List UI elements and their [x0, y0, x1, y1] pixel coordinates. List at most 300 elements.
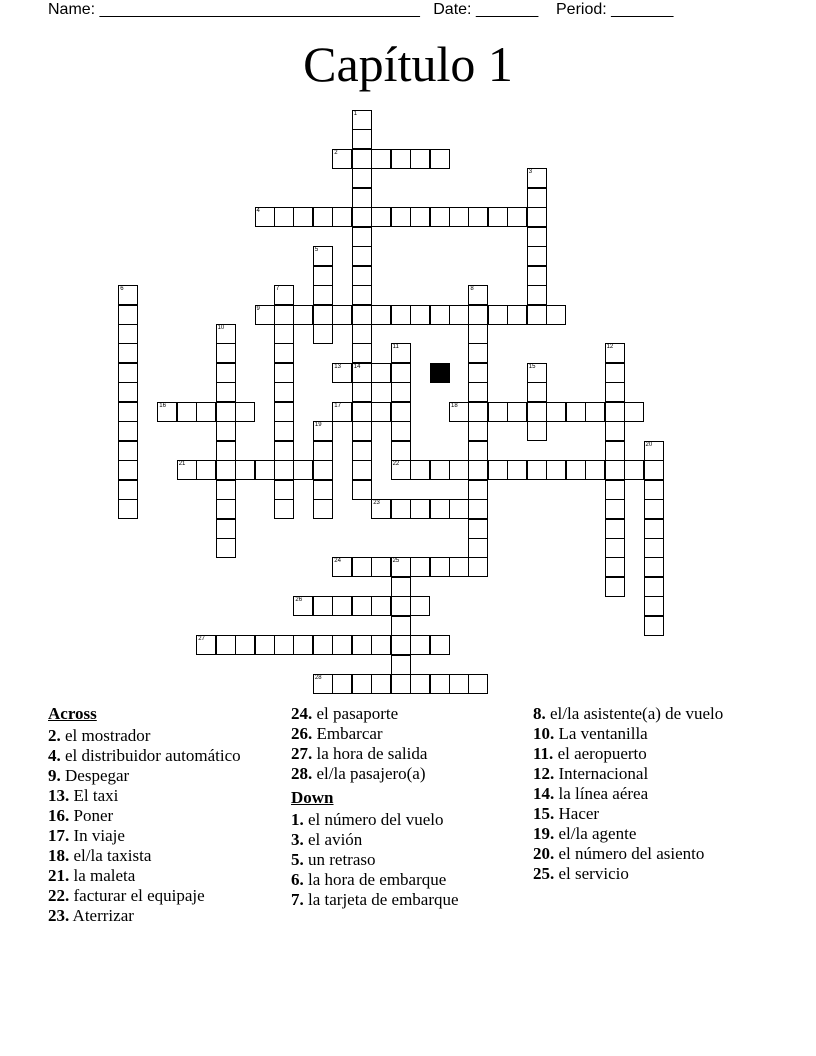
grid-cell[interactable]: [177, 460, 197, 480]
grid-cell[interactable]: [527, 227, 547, 247]
grid-cell[interactable]: [274, 499, 294, 519]
grid-cell[interactable]: [468, 557, 488, 577]
grid-cell[interactable]: [527, 363, 547, 383]
clue-text: Internacional: [554, 764, 649, 783]
cell-number: 12: [606, 344, 614, 351]
grid-cell[interactable]: [118, 382, 138, 402]
clue-number: 16.: [48, 806, 70, 825]
grid-cell[interactable]: [644, 519, 664, 539]
grid-cell[interactable]: [527, 460, 547, 480]
grid-cell[interactable]: [391, 363, 411, 383]
grid-cell[interactable]: [391, 421, 411, 441]
clue-item: [291, 850, 521, 870]
grid-cell[interactable]: [274, 324, 294, 344]
grid-cell[interactable]: [352, 480, 372, 500]
grid-cell[interactable]: [332, 363, 352, 383]
grid-cell[interactable]: [605, 480, 625, 500]
grid-cell[interactable]: [352, 363, 372, 383]
grid-cell[interactable]: [624, 402, 644, 422]
grid-cell[interactable]: [274, 305, 294, 325]
clue-item: [48, 766, 278, 786]
grid-cell[interactable]: [527, 402, 547, 422]
grid-cell[interactable]: [216, 480, 236, 500]
grid-cell[interactable]: [507, 402, 527, 422]
clue-number: 22.: [48, 886, 70, 905]
grid-cell[interactable]: [196, 635, 216, 655]
grid-cell[interactable]: [468, 674, 488, 694]
grid-cell[interactable]: [118, 480, 138, 500]
grid-cell[interactable]: [605, 557, 625, 577]
grid-cell[interactable]: [585, 460, 605, 480]
grid-cell[interactable]: [644, 596, 664, 616]
grid-cell[interactable]: [468, 324, 488, 344]
clue-item: [291, 810, 521, 830]
clue-item: [48, 786, 278, 806]
grid-cell[interactable]: [410, 305, 430, 325]
grid-cell[interactable]: [118, 324, 138, 344]
cell-number: 3: [528, 169, 533, 176]
grid-cell[interactable]: [352, 382, 372, 402]
grid-cell[interactable]: [293, 305, 313, 325]
grid-cell[interactable]: [313, 460, 333, 480]
cell-number: 23: [373, 500, 380, 506]
grid-cell[interactable]: [332, 596, 352, 616]
grid-cell[interactable]: [293, 207, 313, 227]
grid-cell[interactable]: [352, 421, 372, 441]
grid-cell[interactable]: [255, 635, 275, 655]
cell-number: 25: [392, 558, 400, 565]
grid-cell[interactable]: [216, 343, 236, 363]
grid-cell[interactable]: [546, 402, 566, 422]
cell-number: 26: [295, 597, 303, 604]
cell-number: 13: [334, 363, 341, 370]
clue-number: 12.: [533, 764, 555, 783]
grid-cell[interactable]: [410, 557, 430, 577]
grid-cell[interactable]: [352, 149, 372, 169]
grid-cell[interactable]: [313, 635, 333, 655]
clue-text: el avión: [303, 830, 363, 849]
grid-cell[interactable]: [527, 421, 547, 441]
grid-cell[interactable]: [605, 460, 625, 480]
grid-cell[interactable]: [605, 499, 625, 519]
clue-number: 27.: [291, 744, 313, 763]
grid-cell[interactable]: [566, 402, 586, 422]
clue-text: In viaje: [69, 826, 125, 845]
grid-cell[interactable]: [371, 674, 391, 694]
grid-cell[interactable]: [430, 460, 450, 480]
grid-cell[interactable]: [391, 499, 411, 519]
grid-cell[interactable]: [352, 285, 372, 305]
grid-cell[interactable]: [391, 441, 411, 461]
clue-text: Hacer: [554, 804, 600, 823]
grid-cell[interactable]: [391, 616, 411, 636]
grid-cell[interactable]: [391, 674, 411, 694]
grid-cell[interactable]: [449, 557, 469, 577]
grid-cell[interactable]: [313, 674, 333, 694]
grid-cell[interactable]: [313, 441, 333, 461]
grid-cell[interactable]: [507, 207, 527, 227]
grid-cell[interactable]: [566, 460, 586, 480]
clue-item: [291, 870, 521, 890]
grid-cell[interactable]: [118, 305, 138, 325]
grid-cell[interactable]: [527, 168, 547, 188]
grid-cell[interactable]: [332, 635, 352, 655]
grid-cell[interactable]: [352, 110, 372, 130]
grid-cell[interactable]: [216, 460, 236, 480]
grid-cell[interactable]: [293, 635, 313, 655]
grid-cell[interactable]: [449, 402, 469, 422]
grid-cell[interactable]: [196, 460, 216, 480]
cell-number: 19: [314, 422, 322, 429]
grid-cell[interactable]: [274, 363, 294, 383]
grid-cell[interactable]: [468, 441, 488, 461]
clue-item: [533, 764, 763, 784]
grid-cell[interactable]: [391, 343, 411, 363]
grid-cell[interactable]: [605, 382, 625, 402]
grid-cell[interactable]: [332, 149, 352, 169]
grid-cell[interactable]: [255, 460, 275, 480]
grid-cell[interactable]: [352, 635, 372, 655]
clue-item: [291, 764, 521, 784]
grid-cell[interactable]: [332, 557, 352, 577]
clue-item: [533, 804, 763, 824]
across-clue-list: [48, 726, 278, 926]
grid-cell[interactable]: [546, 305, 566, 325]
grid-cell[interactable]: [527, 305, 547, 325]
grid-cell[interactable]: [410, 596, 430, 616]
grid-cell[interactable]: [371, 635, 391, 655]
grid-cell[interactable]: [449, 674, 469, 694]
grid-cell[interactable]: [293, 460, 313, 480]
grid-cell[interactable]: [430, 149, 450, 169]
grid-cell[interactable]: [216, 441, 236, 461]
grid-cell[interactable]: [216, 519, 236, 539]
grid-cell[interactable]: [391, 557, 411, 577]
grid-cell[interactable]: [468, 519, 488, 539]
grid-cell[interactable]: [255, 305, 275, 325]
clue-number: 25.: [533, 864, 555, 883]
grid-cell[interactable]: [391, 460, 411, 480]
grid-cell[interactable]: [410, 207, 430, 227]
grid-cell[interactable]: [216, 402, 236, 422]
cell-number: 21: [178, 461, 186, 468]
grid-cell[interactable]: [391, 207, 411, 227]
clue-item: [48, 886, 278, 906]
cell-number: 4: [256, 208, 260, 215]
grid-cell[interactable]: [352, 129, 372, 149]
clue-item: [291, 704, 521, 724]
clue-number: 2.: [48, 726, 61, 745]
grid-cell[interactable]: [507, 460, 527, 480]
grid-cell[interactable]: [352, 305, 372, 325]
grid-cell[interactable]: [177, 402, 197, 422]
grid-cell[interactable]: [410, 149, 430, 169]
grid-cell[interactable]: [274, 441, 294, 461]
grid-cell[interactable]: [157, 402, 177, 422]
grid-cell[interactable]: [332, 674, 352, 694]
clue-text: el/la agente: [554, 824, 637, 843]
cell-number: 17: [334, 402, 341, 409]
grid-cell[interactable]: [118, 343, 138, 363]
grid-cell[interactable]: [488, 305, 508, 325]
grid-cell[interactable]: [605, 441, 625, 461]
grid-cell[interactable]: [468, 305, 488, 325]
grid-cell[interactable]: [274, 635, 294, 655]
grid-cell[interactable]: [605, 577, 625, 597]
clue-text: Embarcar: [312, 724, 383, 743]
grid-cell[interactable]: [274, 343, 294, 363]
cell-number: 10: [217, 324, 225, 331]
grid-cell[interactable]: [371, 499, 391, 519]
clue-text: la hora de salida: [312, 744, 428, 763]
clue-number: 17.: [48, 826, 70, 845]
grid-cell[interactable]: [216, 421, 236, 441]
clue-item: [291, 890, 521, 910]
grid-cell[interactable]: [352, 246, 372, 266]
grid-cell[interactable]: [605, 519, 625, 539]
grid-cell[interactable]: [274, 480, 294, 500]
grid-cell[interactable]: [274, 207, 294, 227]
grid-cell[interactable]: [410, 674, 430, 694]
grid-cell[interactable]: [352, 460, 372, 480]
grid-cell[interactable]: [352, 324, 372, 344]
grid-cell[interactable]: [391, 382, 411, 402]
cell-number: 14: [353, 363, 361, 370]
grid-cell[interactable]: [216, 538, 236, 558]
grid-cell[interactable]: [371, 557, 391, 577]
grid-cell[interactable]: [391, 596, 411, 616]
grid-cell[interactable]: [527, 285, 547, 305]
header-name-date-period: Name: ____________________________________ Date: _______ Period: _______: [48, 1, 674, 18]
grid-cell[interactable]: [605, 538, 625, 558]
grid-cell[interactable]: [313, 324, 333, 344]
grid-cell[interactable]: [468, 460, 488, 480]
grid-cell[interactable]: [391, 655, 411, 675]
grid-cell[interactable]: [313, 285, 333, 305]
grid-cell[interactable]: [371, 596, 391, 616]
grid-cell[interactable]: [118, 441, 138, 461]
cell-number: 2: [334, 149, 338, 156]
grid-cell[interactable]: [274, 402, 294, 422]
grid-cell[interactable]: [274, 460, 294, 480]
grid-cell[interactable]: [118, 499, 138, 519]
cell-number: 9: [256, 305, 260, 312]
grid-cell[interactable]: [488, 207, 508, 227]
grid-cell[interactable]: [644, 441, 664, 461]
grid-cell[interactable]: [449, 207, 469, 227]
clue-text: el pasaporte: [312, 704, 399, 723]
grid-cell[interactable]: [468, 421, 488, 441]
grid-cell[interactable]: [371, 402, 391, 422]
grid-cell[interactable]: [235, 402, 255, 422]
grid-cell[interactable]: [216, 363, 236, 383]
grid-cell[interactable]: [449, 499, 469, 519]
grid-cell[interactable]: [293, 596, 313, 616]
grid-cell[interactable]: [527, 246, 547, 266]
clue-text: La ventanilla: [554, 724, 648, 743]
grid-cell[interactable]: [196, 402, 216, 422]
clue-number: 1.: [291, 810, 304, 829]
grid-cell[interactable]: [430, 499, 450, 519]
grid-cell[interactable]: [468, 402, 488, 422]
grid-cell[interactable]: [391, 305, 411, 325]
grid-cell[interactable]: [216, 324, 236, 344]
grid-cell[interactable]: [216, 499, 236, 519]
grid-cell[interactable]: [605, 343, 625, 363]
grid-cell[interactable]: [468, 382, 488, 402]
grid-cell[interactable]: [430, 635, 450, 655]
grid-cell[interactable]: [644, 557, 664, 577]
clue-item: [48, 746, 278, 766]
grid-cell[interactable]: [546, 460, 566, 480]
grid-cell[interactable]: [235, 460, 255, 480]
clue-number: 21.: [48, 866, 70, 885]
grid-cell[interactable]: [274, 285, 294, 305]
grid-cell[interactable]: [527, 382, 547, 402]
grid-cell[interactable]: [332, 207, 352, 227]
grid-cell[interactable]: [352, 596, 372, 616]
grid-cell[interactable]: [605, 421, 625, 441]
grid-cell[interactable]: [468, 363, 488, 383]
clue-number: 19.: [533, 824, 555, 843]
grid-cell[interactable]: [468, 538, 488, 558]
clues-column-2: [291, 704, 521, 910]
grid-cell[interactable]: [313, 499, 333, 519]
clue-item: [533, 704, 763, 724]
clue-item: [533, 824, 763, 844]
down-clue-list-continued: [533, 704, 763, 884]
grid-cell[interactable]: [430, 305, 450, 325]
grid-cell[interactable]: [527, 188, 547, 208]
grid-cell[interactable]: [352, 402, 372, 422]
grid-cell[interactable]: [391, 635, 411, 655]
clue-number: 5.: [291, 850, 304, 869]
grid-cell[interactable]: [371, 149, 391, 169]
across-heading: Across: [48, 704, 97, 723]
cell-number: 7: [275, 286, 280, 292]
grid-cell[interactable]: [118, 285, 138, 305]
clue-number: 15.: [533, 804, 555, 823]
grid-cell[interactable]: [449, 305, 469, 325]
clue-number: 7.: [291, 890, 304, 909]
grid-cell[interactable]: [430, 207, 450, 227]
grid-cell[interactable]: [118, 402, 138, 422]
grid-cell[interactable]: [216, 382, 236, 402]
grid-cell[interactable]: [391, 402, 411, 422]
grid-cell[interactable]: [507, 305, 527, 325]
grid-cell[interactable]: [430, 674, 450, 694]
grid-cell[interactable]: [371, 207, 391, 227]
grid-cell[interactable]: [644, 460, 664, 480]
clue-number: 6.: [291, 870, 304, 889]
grid-cell[interactable]: [352, 674, 372, 694]
grid-cell[interactable]: [371, 363, 391, 383]
grid-cell[interactable]: [313, 480, 333, 500]
grid-cell[interactable]: [430, 557, 450, 577]
grid-cell[interactable]: [371, 305, 391, 325]
grid-cell[interactable]: [274, 421, 294, 441]
grid-cell[interactable]: [332, 305, 352, 325]
grid-cell[interactable]: [313, 266, 333, 286]
grid-cell[interactable]: [468, 207, 488, 227]
grid-cell[interactable]: [352, 441, 372, 461]
grid-cell[interactable]: [391, 577, 411, 597]
grid-cell[interactable]: [585, 402, 605, 422]
grid-cell[interactable]: [410, 635, 430, 655]
grid-cell[interactable]: [644, 480, 664, 500]
grid-cell[interactable]: [352, 343, 372, 363]
grid-cell[interactable]: [352, 557, 372, 577]
grid-cell[interactable]: [644, 577, 664, 597]
across-clue-list-continued: [291, 704, 521, 784]
grid-cell[interactable]: [255, 207, 275, 227]
grid-cell[interactable]: [352, 188, 372, 208]
clue-text: el aeropuerto: [553, 744, 647, 763]
grid-cell[interactable]: [118, 421, 138, 441]
clue-item: [533, 844, 763, 864]
grid-cell[interactable]: [605, 402, 625, 422]
grid-cell[interactable]: [488, 402, 508, 422]
grid-cell[interactable]: [644, 499, 664, 519]
grid-cell[interactable]: [313, 246, 333, 266]
clue-text: Aterrizar: [69, 906, 134, 925]
grid-cell[interactable]: [391, 149, 411, 169]
grid-cell[interactable]: [468, 480, 488, 500]
grid-cell[interactable]: [216, 635, 236, 655]
grid-cell[interactable]: [468, 343, 488, 363]
clue-number: 14.: [533, 784, 555, 803]
grid-cell[interactable]: [235, 635, 255, 655]
clue-text: la hora de embarque: [303, 870, 447, 889]
grid-cell[interactable]: [274, 382, 294, 402]
grid-cell[interactable]: [313, 596, 333, 616]
grid-cell[interactable]: [352, 266, 372, 286]
grid-cell[interactable]: [352, 227, 372, 247]
clue-item: [48, 846, 278, 866]
grid-cell[interactable]: [410, 499, 430, 519]
grid-cell[interactable]: [352, 207, 372, 227]
clue-text: el/la pasajero(a): [312, 764, 426, 783]
grid-cell[interactable]: [468, 285, 488, 305]
grid-cell[interactable]: [449, 460, 469, 480]
cell-number: 24: [334, 558, 341, 565]
clue-item: [533, 784, 763, 804]
grid-cell[interactable]: [313, 207, 333, 227]
clue-text: un retraso: [303, 850, 376, 869]
cell-number: 8: [470, 286, 474, 292]
clue-text: el distribuidor automático: [60, 746, 241, 765]
grid-cell[interactable]: [313, 421, 333, 441]
grid-cell[interactable]: [332, 402, 352, 422]
grid-cell[interactable]: [527, 207, 547, 227]
clues-column-1: [48, 704, 278, 926]
grid-cell[interactable]: [118, 363, 138, 383]
grid-cell[interactable]: [644, 616, 664, 636]
grid-cell[interactable]: [488, 460, 508, 480]
grid-cell[interactable]: [468, 499, 488, 519]
grid-cell[interactable]: [644, 538, 664, 558]
grid-cell[interactable]: [605, 363, 625, 383]
clue-item: [291, 744, 521, 764]
grid-cell[interactable]: [352, 168, 372, 188]
grid-cell[interactable]: [313, 305, 333, 325]
grid-cell[interactable]: [410, 460, 430, 480]
grid-cell[interactable]: [527, 266, 547, 286]
cell-number: 6: [120, 286, 124, 292]
cell-number: 28: [314, 675, 322, 681]
grid-cell[interactable]: [624, 460, 644, 480]
grid-cell[interactable]: [118, 460, 138, 480]
